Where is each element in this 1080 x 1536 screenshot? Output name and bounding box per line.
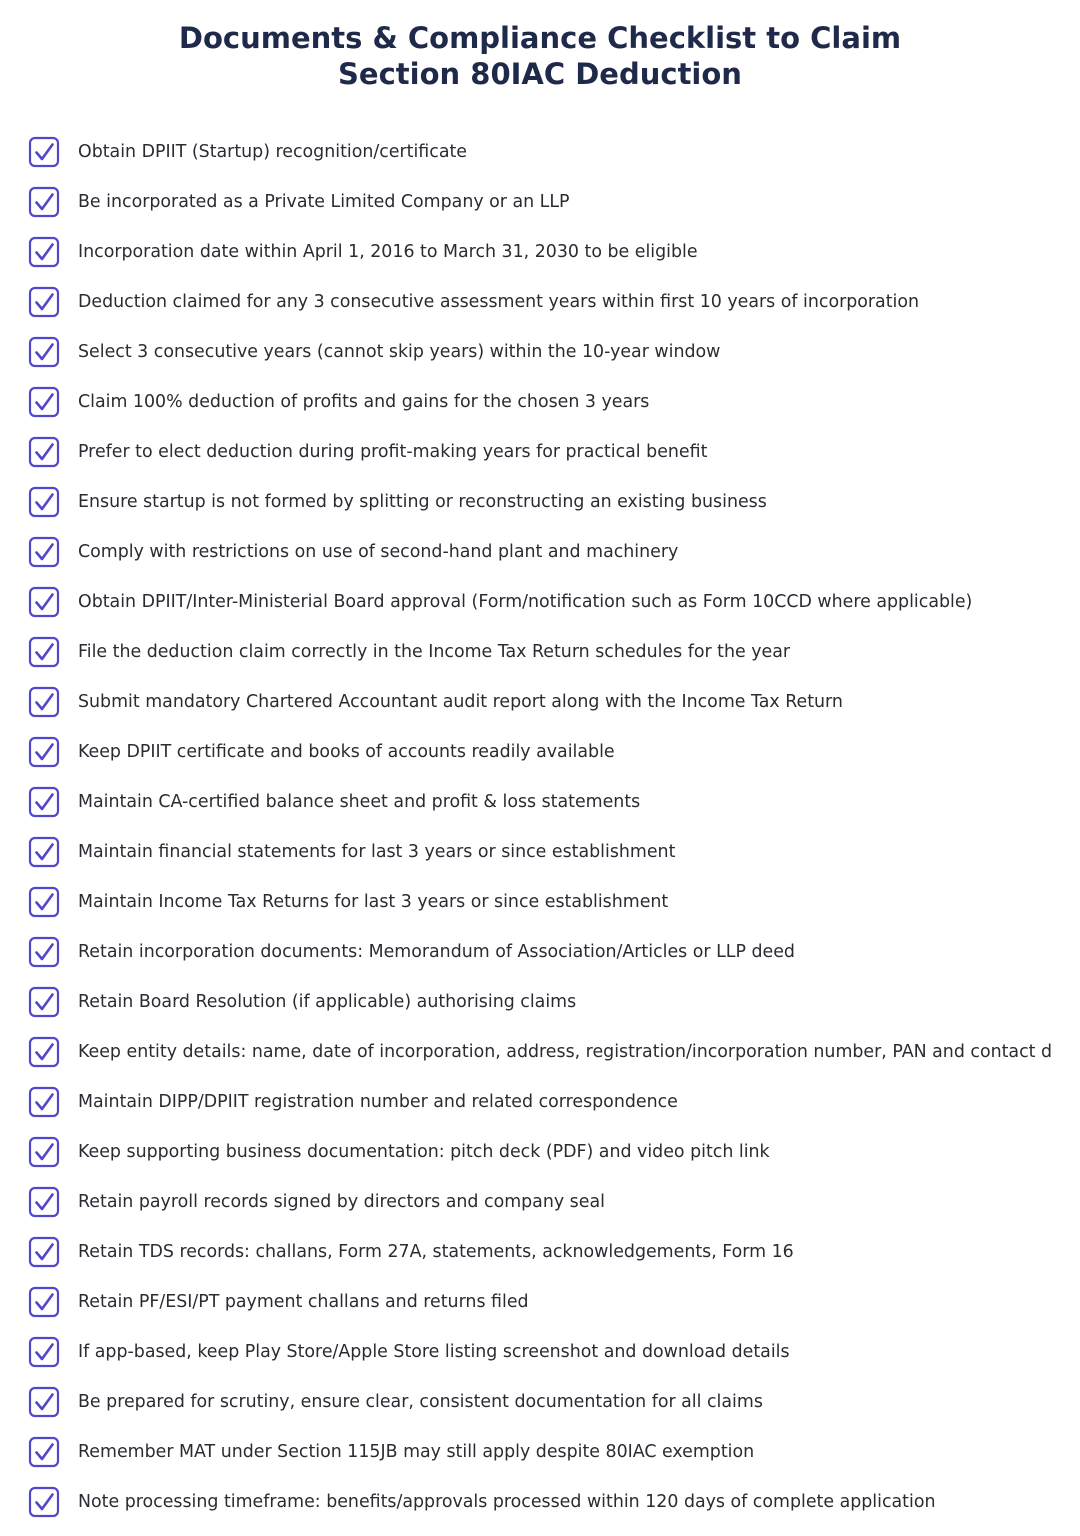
checklist-item [0, 1377, 1080, 1427]
checked-checkbox-icon[interactable] [28, 1386, 60, 1418]
checked-checkbox-icon[interactable] [28, 536, 60, 568]
checklist-item [0, 577, 1080, 627]
checked-checkbox-icon[interactable] [28, 736, 60, 768]
checked-checkbox-icon[interactable] [28, 1436, 60, 1468]
checklist-item-label: Maintain financial statements for last 3 years or since establishment [78, 842, 676, 862]
checklist-item-label: Submit mandatory Chartered Accountant audit report along with the Income Tax Return [78, 692, 843, 712]
checklist-item [0, 627, 1080, 677]
checked-checkbox-icon[interactable] [28, 386, 60, 418]
checklist-item-label: Be incorporated as a Private Limited Company or an LLP [78, 192, 570, 212]
checked-checkbox-icon[interactable] [28, 636, 60, 668]
checklist-item [0, 1427, 1080, 1477]
checklist-item [0, 877, 1080, 927]
checklist-item [0, 977, 1080, 1027]
checklist-item [0, 477, 1080, 527]
checklist-item [0, 1327, 1080, 1377]
checklist-item [0, 677, 1080, 727]
checklist-item [0, 1027, 1080, 1077]
checklist-item-label: Keep DPIIT certificate and books of accounts readily available [78, 742, 615, 762]
page-title [0, 20, 1080, 92]
checked-checkbox-icon[interactable] [28, 686, 60, 718]
checklist-item-label: File the deduction claim correctly in the Income Tax Return schedules for the year [78, 642, 791, 662]
checklist-item [0, 227, 1080, 277]
checked-checkbox-icon[interactable] [28, 986, 60, 1018]
checklist-item [0, 177, 1080, 227]
checklist-item-label: Retain incorporation documents: Memorandum of Association/Articles or LLP deed [78, 942, 795, 962]
checked-checkbox-icon[interactable] [28, 1286, 60, 1318]
page-title-line-2: Section 80IAC Deduction [338, 57, 742, 91]
checklist-item [0, 377, 1080, 427]
checklist-item-label: Maintain Income Tax Returns for last 3 years or since establishment [78, 892, 669, 912]
checklist-item [0, 277, 1080, 327]
checklist-item [0, 427, 1080, 477]
checklist-item-label: Claim 100% deduction of profits and gains for the chosen 3 years [78, 392, 650, 412]
checklist-item [0, 1127, 1080, 1177]
checked-checkbox-icon[interactable] [28, 286, 60, 318]
checked-checkbox-icon[interactable] [28, 236, 60, 268]
checked-checkbox-icon[interactable] [28, 1236, 60, 1268]
checklist-item [0, 827, 1080, 877]
checked-checkbox-icon[interactable] [28, 1086, 60, 1118]
checked-checkbox-icon[interactable] [28, 1136, 60, 1168]
checked-checkbox-icon[interactable] [28, 1036, 60, 1068]
checked-checkbox-icon[interactable] [28, 486, 60, 518]
checked-checkbox-icon[interactable] [28, 186, 60, 218]
checklist-item [0, 927, 1080, 977]
checklist-item [0, 327, 1080, 377]
checklist-item-label: Deduction claimed for any 3 consecutive assessment years within first 10 years of incorporation [78, 292, 920, 312]
checklist-item-label: Select 3 consecutive years (cannot skip years) within the 10-year window [78, 342, 721, 362]
checklist-item-label: Obtain DPIIT/Inter-Ministerial Board approval (Form/notification such as Form 10CCD where applicable) [78, 592, 973, 612]
checklist-item-label: Incorporation date within April 1, 2016 to March 31, 2030 to be eligible [78, 242, 698, 262]
checklist-item-label: Retain PF/ESI/PT payment challans and returns filed [78, 1292, 529, 1312]
checklist-item-label: Keep entity details: name, date of incorporation, address, registration/incorporation number, PAN and contact d [78, 1042, 1053, 1062]
checklist-item [0, 127, 1080, 177]
page-title-line-1: Documents & Compliance Checklist to Claim [178, 21, 902, 55]
checklist-item-label: Prefer to elect deduction during profit-making years for practical benefit [78, 442, 708, 462]
checked-checkbox-icon[interactable] [28, 1336, 60, 1368]
checklist-item [0, 777, 1080, 827]
checklist-item [0, 1477, 1080, 1527]
checklist-item [0, 1177, 1080, 1227]
checklist-item-label: Retain payroll records signed by directors and company seal [78, 1192, 605, 1212]
checklist-item [0, 727, 1080, 777]
checked-checkbox-icon[interactable] [28, 136, 60, 168]
checked-checkbox-icon[interactable] [28, 836, 60, 868]
checklist-item-label: Ensure startup is not formed by splitting or reconstructing an existing business [78, 492, 767, 512]
checked-checkbox-icon[interactable] [28, 1486, 60, 1518]
checklist-item-label: Maintain CA-certified balance sheet and profit & loss statements [78, 792, 641, 812]
checked-checkbox-icon[interactable] [28, 936, 60, 968]
checklist-item-label: Keep supporting business documentation: pitch deck (PDF) and video pitch link [78, 1142, 770, 1162]
checklist-item-label: Retain Board Resolution (if applicable) authorising claims [78, 992, 577, 1012]
checklist-item-label: Note processing timeframe: benefits/approvals processed within 120 days of complete application [78, 1492, 936, 1512]
compliance-checklist [0, 127, 1080, 1527]
checked-checkbox-icon[interactable] [28, 1186, 60, 1218]
checklist-item-label: If app-based, keep Play Store/Apple Store listing screenshot and download details [78, 1342, 790, 1362]
checked-checkbox-icon[interactable] [28, 336, 60, 368]
checklist-item [0, 1277, 1080, 1327]
checklist-item-label: Retain TDS records: challans, Form 27A, statements, acknowledgements, Form 16 [78, 1242, 794, 1262]
checklist-item-label: Comply with restrictions on use of second-hand plant and machinery [78, 542, 679, 562]
checked-checkbox-icon[interactable] [28, 886, 60, 918]
checklist-item-label: Obtain DPIIT (Startup) recognition/certificate [78, 142, 467, 162]
checklist-item [0, 527, 1080, 577]
checklist-item-label: Be prepared for scrutiny, ensure clear, consistent documentation for all claims [78, 1392, 763, 1412]
checked-checkbox-icon[interactable] [28, 586, 60, 618]
checklist-item [0, 1227, 1080, 1277]
checked-checkbox-icon[interactable] [28, 436, 60, 468]
checklist-item [0, 1077, 1080, 1127]
checklist-item-label: Remember MAT under Section 115JB may still apply despite 80IAC exemption [78, 1442, 755, 1462]
checked-checkbox-icon[interactable] [28, 786, 60, 818]
checklist-item-label: Maintain DIPP/DPIIT registration number and related correspondence [78, 1092, 678, 1112]
